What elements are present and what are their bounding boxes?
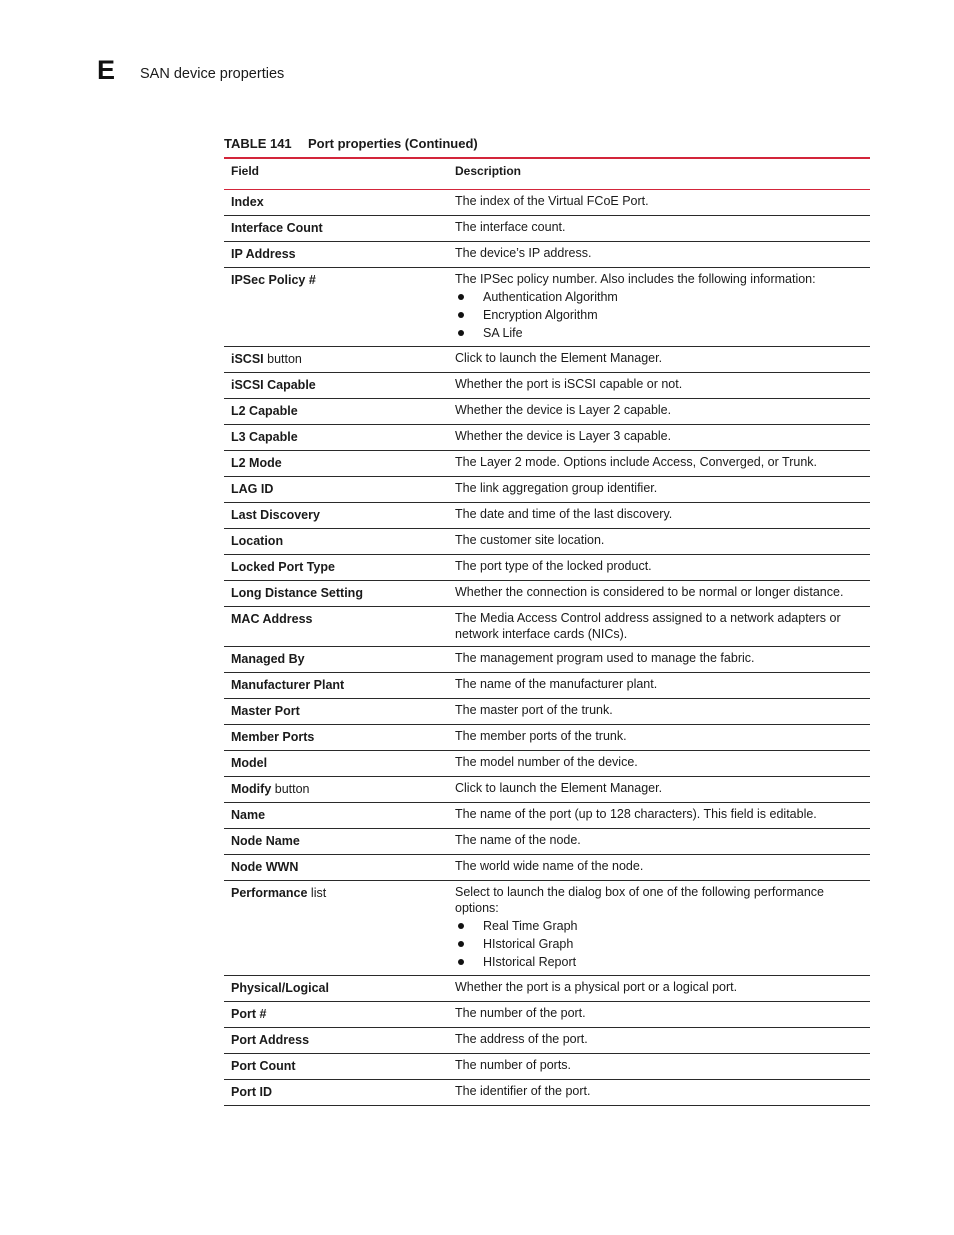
field-name: Performance — [231, 886, 308, 900]
field-description: Click to launch the Element Manager. — [455, 351, 663, 365]
field-description: The number of the port. — [455, 1006, 586, 1020]
field-suffix: button — [271, 782, 310, 796]
field-description: The member ports of the trunk. — [455, 729, 627, 743]
table-row — [224, 399, 870, 425]
field-name: iSCSI — [231, 352, 264, 366]
bullet-icon — [458, 941, 464, 947]
table-row — [224, 725, 870, 751]
table-row — [224, 503, 870, 529]
table-caption-number: TABLE 141 — [224, 136, 292, 151]
bullet-text: Real Time Graph — [483, 919, 578, 933]
table-row — [224, 1028, 870, 1054]
field-suffix: button — [263, 352, 302, 366]
column-header-field: Field — [231, 164, 260, 178]
field-name: L2 Capable — [231, 404, 298, 418]
column-header-description: Description — [455, 164, 522, 178]
table-row — [224, 855, 870, 881]
field-description: The port type of the locked product. — [455, 559, 652, 573]
table-row — [224, 751, 870, 777]
field-name: L2 Mode — [231, 456, 282, 470]
port-properties-table — [224, 157, 870, 1106]
bullet-text: HIstorical Graph — [483, 937, 574, 951]
table-header-row — [224, 159, 870, 190]
field-description: The identifier of the port. — [455, 1084, 591, 1098]
table-row — [224, 881, 870, 976]
field-description: The name of the node. — [455, 833, 581, 847]
field-description: The management program used to manage the fabric. — [455, 651, 755, 665]
table-row — [224, 1002, 870, 1028]
field-name: Managed By — [231, 652, 305, 666]
field-name: Modify — [231, 782, 272, 796]
table-row — [224, 829, 870, 855]
table-row — [224, 1054, 870, 1080]
field-description: The interface count. — [455, 220, 566, 234]
field-description: Select to launch the dialog box of one of the following performance options: — [455, 885, 824, 915]
table-row — [224, 477, 870, 503]
bullet-item — [455, 953, 862, 971]
table-row — [224, 190, 870, 216]
table-row — [224, 242, 870, 268]
field-name: Port Address — [231, 1033, 310, 1047]
field-description: The number of ports. — [455, 1058, 572, 1072]
field-description: The link aggregation group identifier. — [455, 481, 658, 495]
field-name: LAG ID — [231, 482, 274, 496]
table-row — [224, 976, 870, 1002]
bullet-text: Authentication Algorithm — [483, 290, 618, 304]
table-row — [224, 216, 870, 242]
table-body — [224, 190, 870, 1106]
bullet-item — [455, 917, 862, 935]
field-description: The world wide name of the node. — [455, 859, 644, 873]
field-name: Index — [231, 195, 264, 209]
field-description: Whether the connection is considered to be normal or longer distance. — [455, 585, 844, 599]
bullet-icon — [458, 923, 464, 929]
field-description: The device’s IP address. — [455, 246, 592, 260]
field-name: Master Port — [231, 704, 300, 718]
table-row — [224, 529, 870, 555]
table-row — [224, 373, 870, 399]
field-name: Node WWN — [231, 860, 299, 874]
table-row — [224, 673, 870, 699]
bullet-text: SA Life — [483, 326, 523, 340]
table-row — [224, 803, 870, 829]
field-name: Locked Port Type — [231, 560, 335, 574]
table-row — [224, 699, 870, 725]
field-name: Port ID — [231, 1085, 272, 1099]
field-description: Click to launch the Element Manager. — [455, 781, 663, 795]
field-description: Whether the port is iSCSI capable or not. — [455, 377, 683, 391]
field-name: Physical/Logical — [231, 981, 329, 995]
field-description: The address of the port. — [455, 1032, 588, 1046]
field-name: Port Count — [231, 1059, 296, 1073]
bullet-item — [455, 935, 862, 953]
table-row — [224, 268, 870, 347]
field-name: Name — [231, 808, 266, 822]
field-name: Manufacturer Plant — [231, 678, 345, 692]
table-row — [224, 1080, 870, 1106]
table-row — [224, 555, 870, 581]
field-description: Whether the device is Layer 3 capable. — [455, 429, 672, 443]
field-name: IP Address — [231, 247, 296, 261]
field-name: Interface Count — [231, 221, 323, 235]
table-caption — [224, 136, 478, 152]
field-description: Whether the device is Layer 2 capable. — [455, 403, 672, 417]
table-row — [224, 607, 870, 647]
field-description: The index of the Virtual FCoE Port. — [455, 194, 649, 208]
bullet-icon — [458, 330, 464, 336]
bullet-text: Encryption Algorithm — [483, 308, 598, 322]
field-name: Last Discovery — [231, 508, 320, 522]
bullet-item — [455, 324, 862, 342]
table-row — [224, 451, 870, 477]
field-description: The IPSec policy number. Also includes the following information: — [455, 272, 816, 286]
field-description: The Layer 2 mode. Options include Access, Converged, or Trunk. — [455, 455, 817, 469]
bullet-item — [455, 306, 862, 324]
field-name: Node Name — [231, 834, 300, 848]
field-description: The model number of the device. — [455, 755, 638, 769]
table-row — [224, 647, 870, 673]
field-name: iSCSI Capable — [231, 378, 316, 392]
table-row — [224, 777, 870, 803]
field-name: Member Ports — [231, 730, 315, 744]
field-description: The date and time of the last discovery. — [455, 507, 673, 521]
field-description: The name of the port (up to 128 characters). This field is editable. — [455, 807, 817, 821]
field-suffix: list — [307, 886, 327, 900]
chapter-letter: E — [97, 55, 116, 85]
field-name: Model — [231, 756, 268, 770]
table-caption-title: Port properties (Continued) — [308, 136, 478, 151]
field-description: The name of the manufacturer plant. — [455, 677, 658, 691]
bullet-icon — [458, 312, 464, 318]
bullet-item — [455, 288, 862, 306]
bullet-list — [455, 288, 862, 342]
field-description: The Media Access Control address assigned to a network adapters or network interface cards (NICs). — [455, 611, 841, 641]
table-row — [224, 581, 870, 607]
field-description: The master port of the trunk. — [455, 703, 613, 717]
field-name: IPSec Policy # — [231, 273, 316, 287]
bullet-text: HIstorical Report — [483, 955, 577, 969]
table-row — [224, 347, 870, 373]
field-description: The customer site location. — [455, 533, 605, 547]
field-name: Location — [231, 534, 284, 548]
bullet-icon — [458, 959, 464, 965]
bullet-list — [455, 917, 862, 971]
bullet-icon — [458, 294, 464, 300]
field-name: L3 Capable — [231, 430, 298, 444]
field-name: Long Distance Setting — [231, 586, 363, 600]
chapter-title: SAN device properties — [140, 66, 285, 82]
table-row — [224, 425, 870, 451]
field-name: Port # — [231, 1007, 267, 1021]
field-name: MAC Address — [231, 612, 313, 626]
field-description: Whether the port is a physical port or a logical port. — [455, 980, 738, 994]
